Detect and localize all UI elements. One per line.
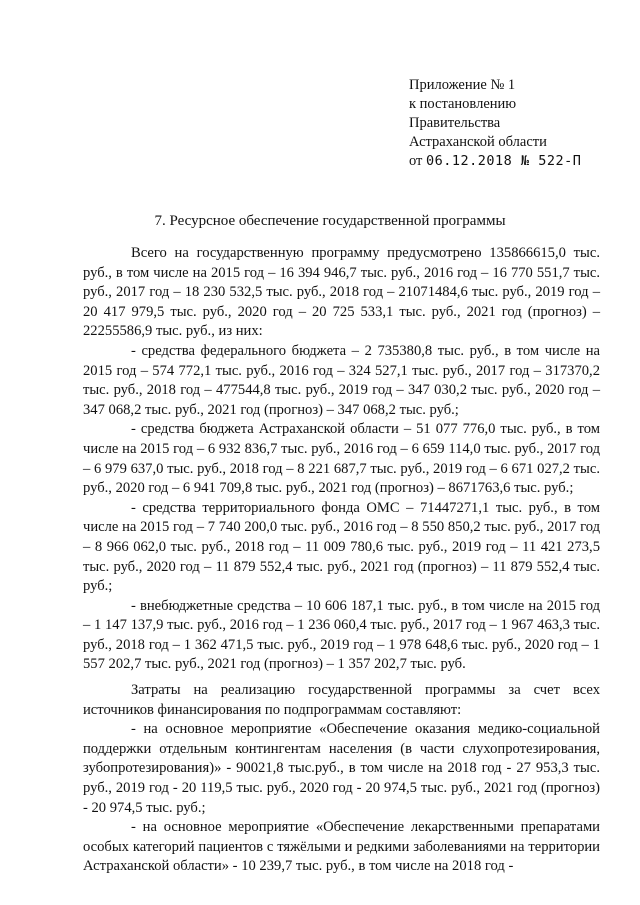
appendix-line-region: Астраханской области [409,134,547,150]
section-title: 7. Ресурсное обеспечение государственной программы [154,213,506,229]
date-number-stamp: 06.12.2018 № 522-П [426,153,582,169]
paragraph-medical-social-support: - на основное мероприятие «Обеспечение оказания медико-социальной поддержки отдельным контингентам населения (в части слухопротезирования, зубопротезирования)» - 90021,8 тыс.руб., в том числе на 2018 год - 27 953,3 тыс. руб., 2019 год - 20 119,5 тыс. руб., 2020 год - 20 974,5 тыс. руб., 2021 год (прогноз) - 20 974,5 тыс. руб.; [83,721,600,816]
paragraph-federal-budget: - средства федерального бюджета – 2 735380,8 тыс. руб., в том числе на 2015 год – 574 772,1 тыс. руб., 2016 год – 324 527,1 тыс. руб., 2017 год – 317370,2 тыс. руб., 2018 год – 477544,8 тыс. руб., 2019 год – 347 030,2 тыс. руб., 2020 год – 347 068,2 тыс. руб., 2021 год (прогноз) – 347 068,2 тыс. руб.; [83,342,600,418]
paragraph-extrabudgetary: - внебюджетные средства – 10 606 187,1 тыс. руб., в том числе на 2015 год – 1 147 137,9 тыс. руб., 2016 год – 1 236 060,4 тыс. руб., 2017 год – 1 967 463,3 тыс. руб., 2018 год – 1 362 471,5 тыс. руб., 2019 год – 1 978 648,6 тыс. руб., 2020 год – 1 557 202,7 тыс. руб., 2021 год (прогноз) – 1 357 202,7 тыс. руб. [83,597,600,673]
appendix-date-line [409,152,581,171]
paragraph-oms-fund: - средства территориального фонда ОМС – 71447271,1 тыс. руб., в том числе на 2015 год – 7 740 200,0 тыс. руб., 2016 год – 8 550 850,2 тыс. руб., 2017 год – 8 966 062,0 тыс. руб., 2018 год – 11 009 780,6 тыс. руб., 2019 год – 11 421 273,5 тыс. руб., 2020 год – 11 879 552,4 тыс. руб., 2021 год (прогноз) – 11 879 552,4 тыс. руб.; [83,499,600,595]
appendix-line-government: Правительства [409,115,501,131]
paragraph-total: Всего на государственную программу предусмотрено 135866615,0 тыс. руб., в том числе на 2015 год – 16 394 946,7 тыс. руб., 2016 год – 16 770 551,7 тыс. руб., 2017 год – 18 230 532,5 тыс. руб., 2018 год – 21071484,6 тыс. руб., 2019 год – 20 417 979,5 тыс. руб., 2020 год – 20 725 533,1 тыс. руб., 2021 год (прогноз) – 22255586,9 тыс. руб., из них: [83,245,600,340]
paragraph-drug-provision: - на основное мероприятие «Обеспечение лекарственными препаратами особых категорий пациентов с тяжёлыми и редкими заболеваниями на территории Астраханской области» - 10 239,7 тыс. руб., в том числе на 2018 год - [83,819,600,875]
appendix-header [409,76,581,171]
paragraph-costs-intro: Затраты на реализацию государственной программы за счет всех источников финансирования по подпрограммам составляют: [83,682,600,718]
paragraph-regional-budget: - средства бюджета Астраханской области – 51 077 776,0 тыс. руб., в том числе на 2015 год – 6 932 836,7 тыс. руб., 2016 год – 6 659 114,0 тыс. руб., 2017 год – 6 979 637,0 тыс. руб., 2018 год – 8 221 687,7 тыс. руб., 2019 год – 6 671 027,2 тыс. руб., 2020 год – 6 941 709,8 тыс. руб., 2021 год (прогноз) – 8671763,6 тыс. руб.; [83,421,600,497]
appendix-line-resolution: к постановлению [409,96,517,112]
date-prefix: от [409,153,423,169]
appendix-title: Приложение № 1 [409,77,516,93]
document-body [83,244,600,877]
